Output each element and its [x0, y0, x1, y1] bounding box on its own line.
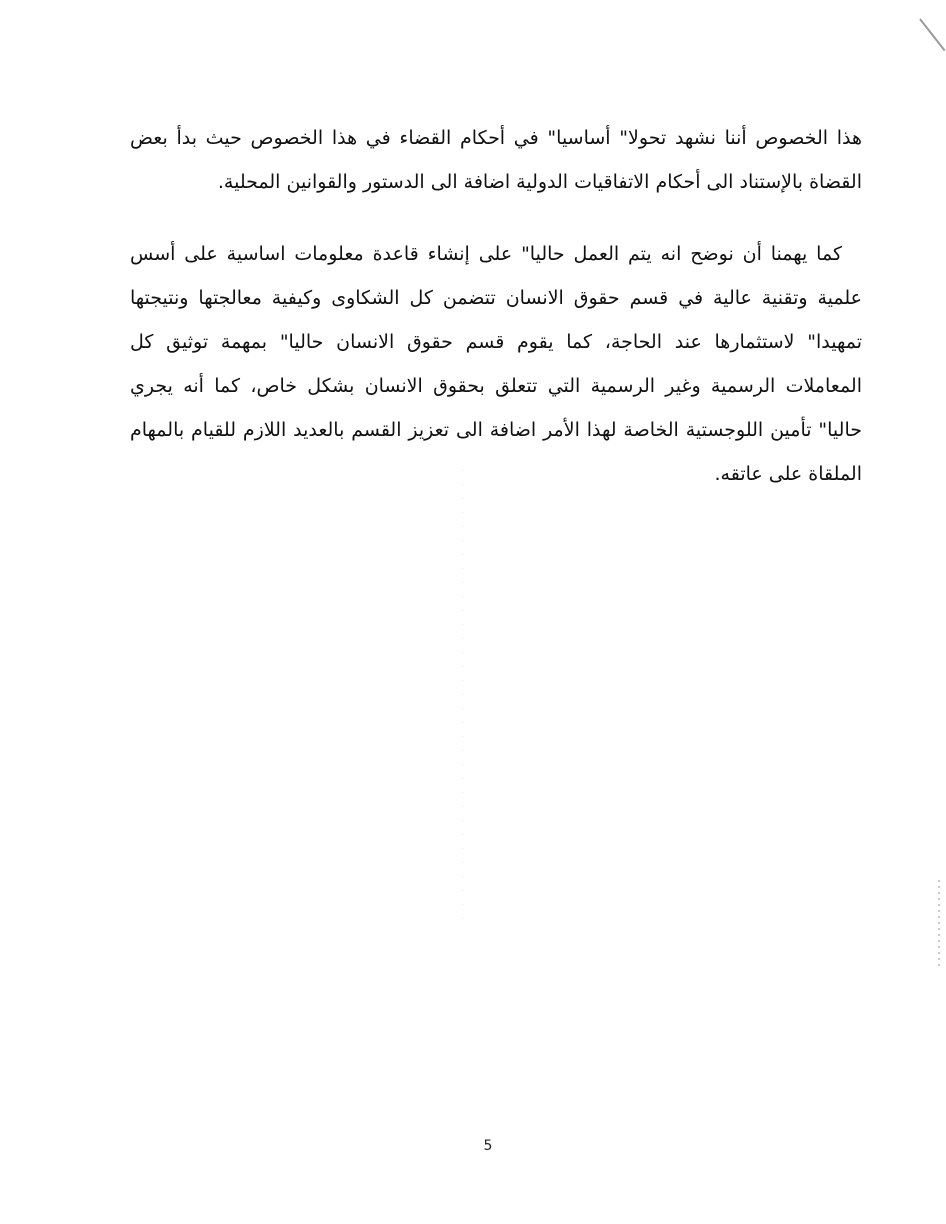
scan-fold-artifact [462, 470, 463, 930]
page-number: 5 [483, 1138, 493, 1154]
scan-edge-artifact [938, 880, 940, 970]
paragraph-1-line-2: القضاة بالإستناد الى أحكام الاتفاقيات الدولية اضافة الى الدستور والقوانين المحلية. [217, 171, 862, 193]
paragraph-2 [130, 232, 862, 496]
paragraph-2-line-2: علمية وتقنية عالية في قسم حقوق الانسان تتضمن كل الشكاوى وكيفية معالجتها ونتيجتها [130, 287, 862, 309]
paragraph-1 [130, 116, 862, 204]
paragraph-2-line-6: الملقاة على عاتقه. [714, 463, 862, 485]
paragraph-2-line-4: المعاملات الرسمية وغير الرسمية التي تتعلق بحقوق الانسان بشكل خاص، كما أنه يجري [130, 375, 862, 397]
paragraph-2-line-5: حاليا" تأمين اللوجستية الخاصة لهذا الأمر اضافة الى تعزيز القسم بالعديد اللازم للقيام بالمهام [130, 419, 862, 441]
paragraph-1-line-1: هذا الخصوص أننا نشهد تحولا" أساسيا" في أحكام القضاء في هذا الخصوص حيث بدأ بعض [130, 127, 862, 149]
scan-corner-mark [919, 18, 945, 51]
paragraph-2-line-3: تمهيدا" لاستثمارها عند الحاجة، كما يقوم قسم حقوق الانسان حاليا" بمهمة توثيق كل [130, 331, 862, 353]
paragraph-2-line-1: كما يهمنا أن نوضح انه يتم العمل حاليا" على إنشاء قاعدة معلومات اساسية على أسس [130, 243, 842, 265]
